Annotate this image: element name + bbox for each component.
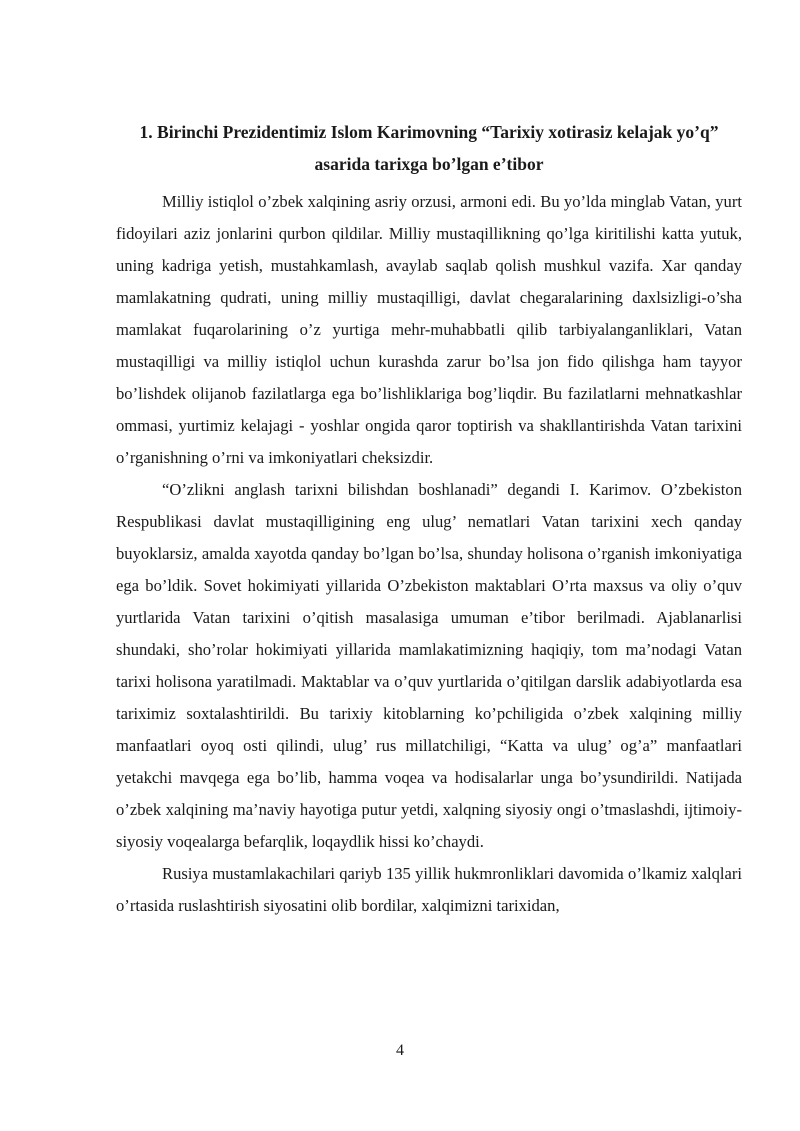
body-paragraph-3: Rusiya mustamlakachilari qariyb 135 yillik hukmronliklari davomida o’lkamiz xalqlari o’rtasida ruslashtirish siyosatini olib bordilar, xalqimizni tarixidan, — [116, 864, 742, 915]
section-heading-line-2: asarida tarixga bo’lgan e’tibor — [314, 154, 544, 174]
body-paragraph-2: “O’zlikni anglash tarixni bilishdan boshlanadi” degandi I. Karimov. O’zbekiston Respublikasi davlat mustaqilligining eng ulug’ nematlari Vatan tarixini xech qanday buyoklarsiz, amalda xayotda qanday bo’lgan bo’lsa, shunday holisona o’rganish imkoniyatiga ega bo’ldik. Sovet hokimiyati yillarida O’zbekiston maktablari O’rta maxsus va oliy o’quv yurtlarida Vatan tarixini o’qitish masalasiga umuman e’tibor berilmadi. Ajablanarlisi shundaki, sho’rolar hokimiyati yillarida mamlakatimizning haqiqiy, tom ma’nodagi Vatan tarixi holisona yaratilmadi. Maktablar va o’quv yurtlarida o’qitilgan darslik adabiyotlarda esa tariximiz soxtalashtirildi. Bu tarixiy kitoblarning ko’pchiligida o’zbek xalqining milliy manfaatlari oyoq osti qilindi, ulug’ rus millatchiligi, “Katta va ulug’ og’a” manfaatlari yetakchi mavqega ega bo’lib, hamma voqea va hodisalarlar unga bo’ysundirildi. Natijada o’zbek xalqining ma’naviy hayotiga putur yetdi, xalqning siyosiy ongi o’tmaslashdi, ijtimoiy-siyosiy voqealarga befarqlik, loqaydlik hissi ko’chaydi. — [116, 480, 742, 851]
section-heading — [116, 116, 742, 180]
page-number: 4 — [396, 1042, 404, 1059]
document-page — [116, 116, 742, 922]
section-heading-line-1: 1. Birinchi Prezidentimiz Islom Karimovning “Tarixiy xotirasiz kelajak yo’q” — [139, 122, 719, 142]
body-paragraph-1: Milliy istiqlol o’zbek xalqining asriy orzusi, armoni edi. Bu yo’lda minglab Vatan, yurt fidoyilari aziz jonlarini qurbon qildilar. Milliy mustaqillikning qo’lga kiritilishi katta yutuk, uning kadriga yetish, mustahkamlash, avaylab saqlab qolish mushkul vazifa. Xar qanday mamlakatning qudrati, uning milliy mustaqilligi, davlat chegaralarining daxlsizligi-o’sha mamlakat fuqarolarining o’z yurtiga mehr-muhabbatli qilib tarbiyalanganliklari, Vatan mustaqilligi va milliy istiqlol uchun kurashda zarur bo’lsa jon fido qilishga ham tayyor bo’lishdek olijanob fazilatlarga ega bo’lishliklariga bog’liqdir. Bu fazilatlarni mehnatkashlar ommasi, yurtimiz kelajagi - yoshlar ongida qaror toptirish va shakllantirishda Vatan tarixini o’rganishning o’rni va imkoniyatlari cheksizdir. — [116, 192, 742, 467]
